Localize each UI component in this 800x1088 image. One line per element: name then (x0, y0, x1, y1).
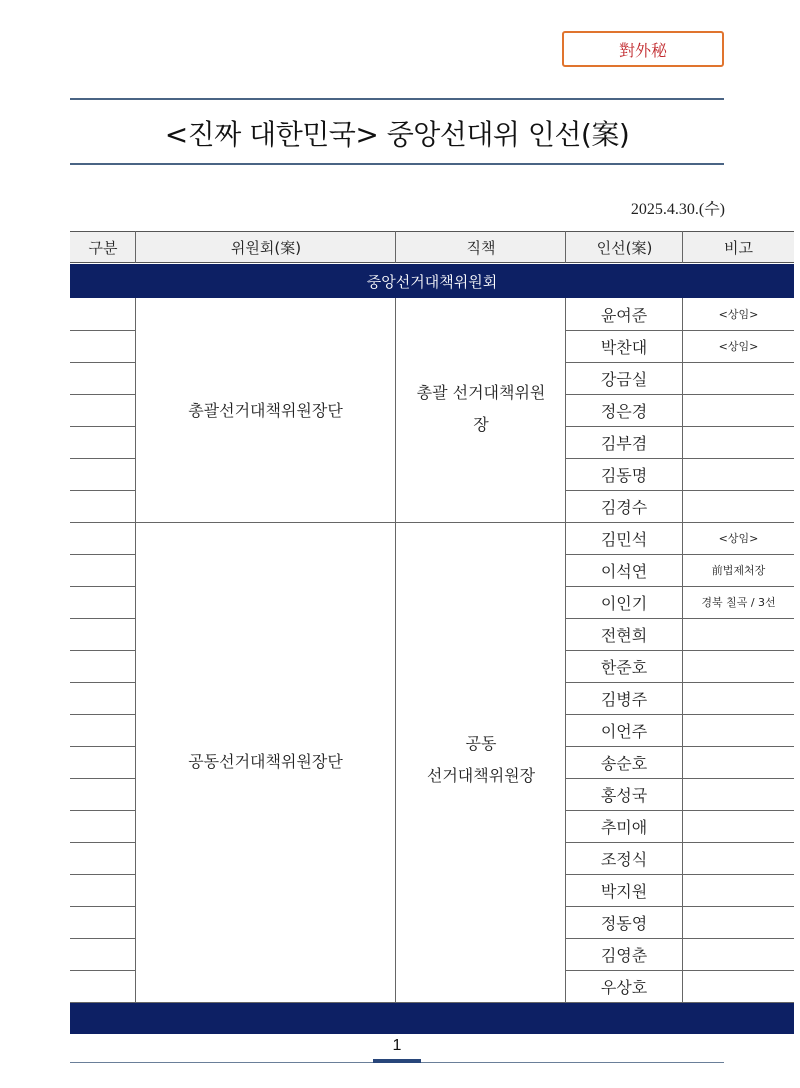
row-divider (70, 426, 135, 427)
appointee-name: 박찬대 (600, 337, 648, 357)
row-divider (70, 874, 135, 875)
appointee-name: 김영춘 (600, 945, 648, 965)
appointee-name: 김부겸 (600, 433, 648, 453)
remark-note (683, 490, 794, 522)
remark-note: <상임> (718, 340, 759, 353)
remark-note (683, 970, 794, 1002)
appointee-name: 김병주 (600, 689, 648, 709)
appointee-name: 박지원 (600, 881, 648, 901)
appointee-name: 이인기 (600, 593, 648, 613)
row-divider (70, 746, 135, 747)
appointee-name: 강금실 (600, 369, 648, 389)
row-divider (70, 650, 135, 651)
appointee-name: 이석연 (600, 561, 648, 581)
appointee-name: 이언주 (600, 721, 648, 741)
remark-note (683, 746, 794, 778)
position-line: 공동 (465, 734, 497, 753)
row-divider (70, 842, 135, 843)
header-category: 구분 (70, 231, 136, 263)
remark-note (683, 650, 794, 682)
header-committee: 위원회(案) (136, 231, 396, 263)
header-remarks: 비고 (683, 231, 794, 263)
row-divider (70, 618, 135, 619)
page-indicator-bar (373, 1059, 421, 1063)
page-title: <진짜 대한민국> 중앙선대위 인선(案) (164, 118, 630, 151)
row-divider (70, 810, 135, 811)
remark-note (683, 618, 794, 650)
section-band: 중앙선거대책위원회 (70, 264, 794, 298)
remark-note (683, 874, 794, 906)
remark-note (683, 682, 794, 714)
remark-note: 경북 칠곡 / 3선 (701, 596, 776, 609)
title-top-rule (70, 98, 724, 100)
appointee-name: 전현희 (600, 625, 648, 645)
table-bottom-line (70, 1002, 794, 1003)
confidential-stamp: 對外秘 (562, 31, 724, 67)
position-label-general (396, 298, 566, 520)
personnel-table (70, 231, 794, 1004)
remark-note: <상임> (718, 308, 759, 321)
row-divider (70, 906, 135, 907)
position-line: 선거대책위원장 (426, 766, 536, 785)
row-divider (70, 938, 135, 939)
appointee-name: 정동영 (600, 913, 648, 933)
header-position: 직책 (396, 231, 566, 263)
remark-note (683, 842, 794, 874)
remark-note (683, 938, 794, 970)
remark-note (683, 426, 794, 458)
position-label-joint (396, 520, 566, 1000)
position-line: 총괄 선거대책위원 (416, 383, 546, 402)
table-column-divider (135, 298, 136, 1002)
remark-note (683, 714, 794, 746)
appointee-name: 김동명 (600, 465, 648, 485)
position-line: 장 (473, 415, 489, 434)
header-divider (682, 231, 683, 263)
remark-note: 前법제처장 (711, 564, 766, 577)
remark-note (683, 810, 794, 842)
row-divider (70, 714, 135, 715)
remark-note (683, 362, 794, 394)
table-column-divider (395, 298, 396, 1002)
appointee-name: 한준호 (600, 657, 648, 677)
document-date: 2025.4.30.(수) (630, 201, 725, 218)
committee-label-joint: 공동선거대책위원장단 (188, 751, 343, 771)
remark-note: <상임> (718, 532, 759, 545)
header-divider (565, 231, 566, 263)
appointee-name: 윤여준 (600, 305, 648, 325)
header-divider (135, 231, 136, 263)
page-number: 1 (392, 1037, 402, 1054)
remark-note (683, 906, 794, 938)
header-divider (395, 231, 396, 263)
row-divider (70, 394, 135, 395)
row-divider (70, 970, 135, 971)
remark-note (683, 778, 794, 810)
remark-note (683, 458, 794, 490)
row-divider (70, 362, 135, 363)
appointee-name: 추미애 (600, 817, 648, 837)
appointee-name: 김민석 (600, 529, 648, 549)
row-divider (70, 554, 135, 555)
row-divider (70, 458, 135, 459)
appointee-name: 우상호 (600, 977, 648, 997)
title-bottom-rule (70, 163, 724, 165)
appointee-name: 김경수 (600, 497, 648, 517)
appointee-name: 정은경 (600, 401, 648, 421)
committee-label-general: 총괄선거대책위원장단 (188, 400, 343, 420)
remark-note (683, 394, 794, 426)
group-divider (70, 522, 794, 523)
table-footer-band (70, 1002, 794, 1034)
header-appointee: 인선(案) (566, 231, 683, 263)
appointee-name: 송순호 (600, 753, 648, 773)
row-divider (70, 490, 135, 491)
appointee-name: 조정식 (600, 849, 648, 869)
row-divider (70, 778, 135, 779)
row-divider (70, 682, 135, 683)
row-divider (70, 330, 135, 331)
appointee-name: 홍성국 (600, 785, 648, 805)
row-divider (70, 586, 135, 587)
